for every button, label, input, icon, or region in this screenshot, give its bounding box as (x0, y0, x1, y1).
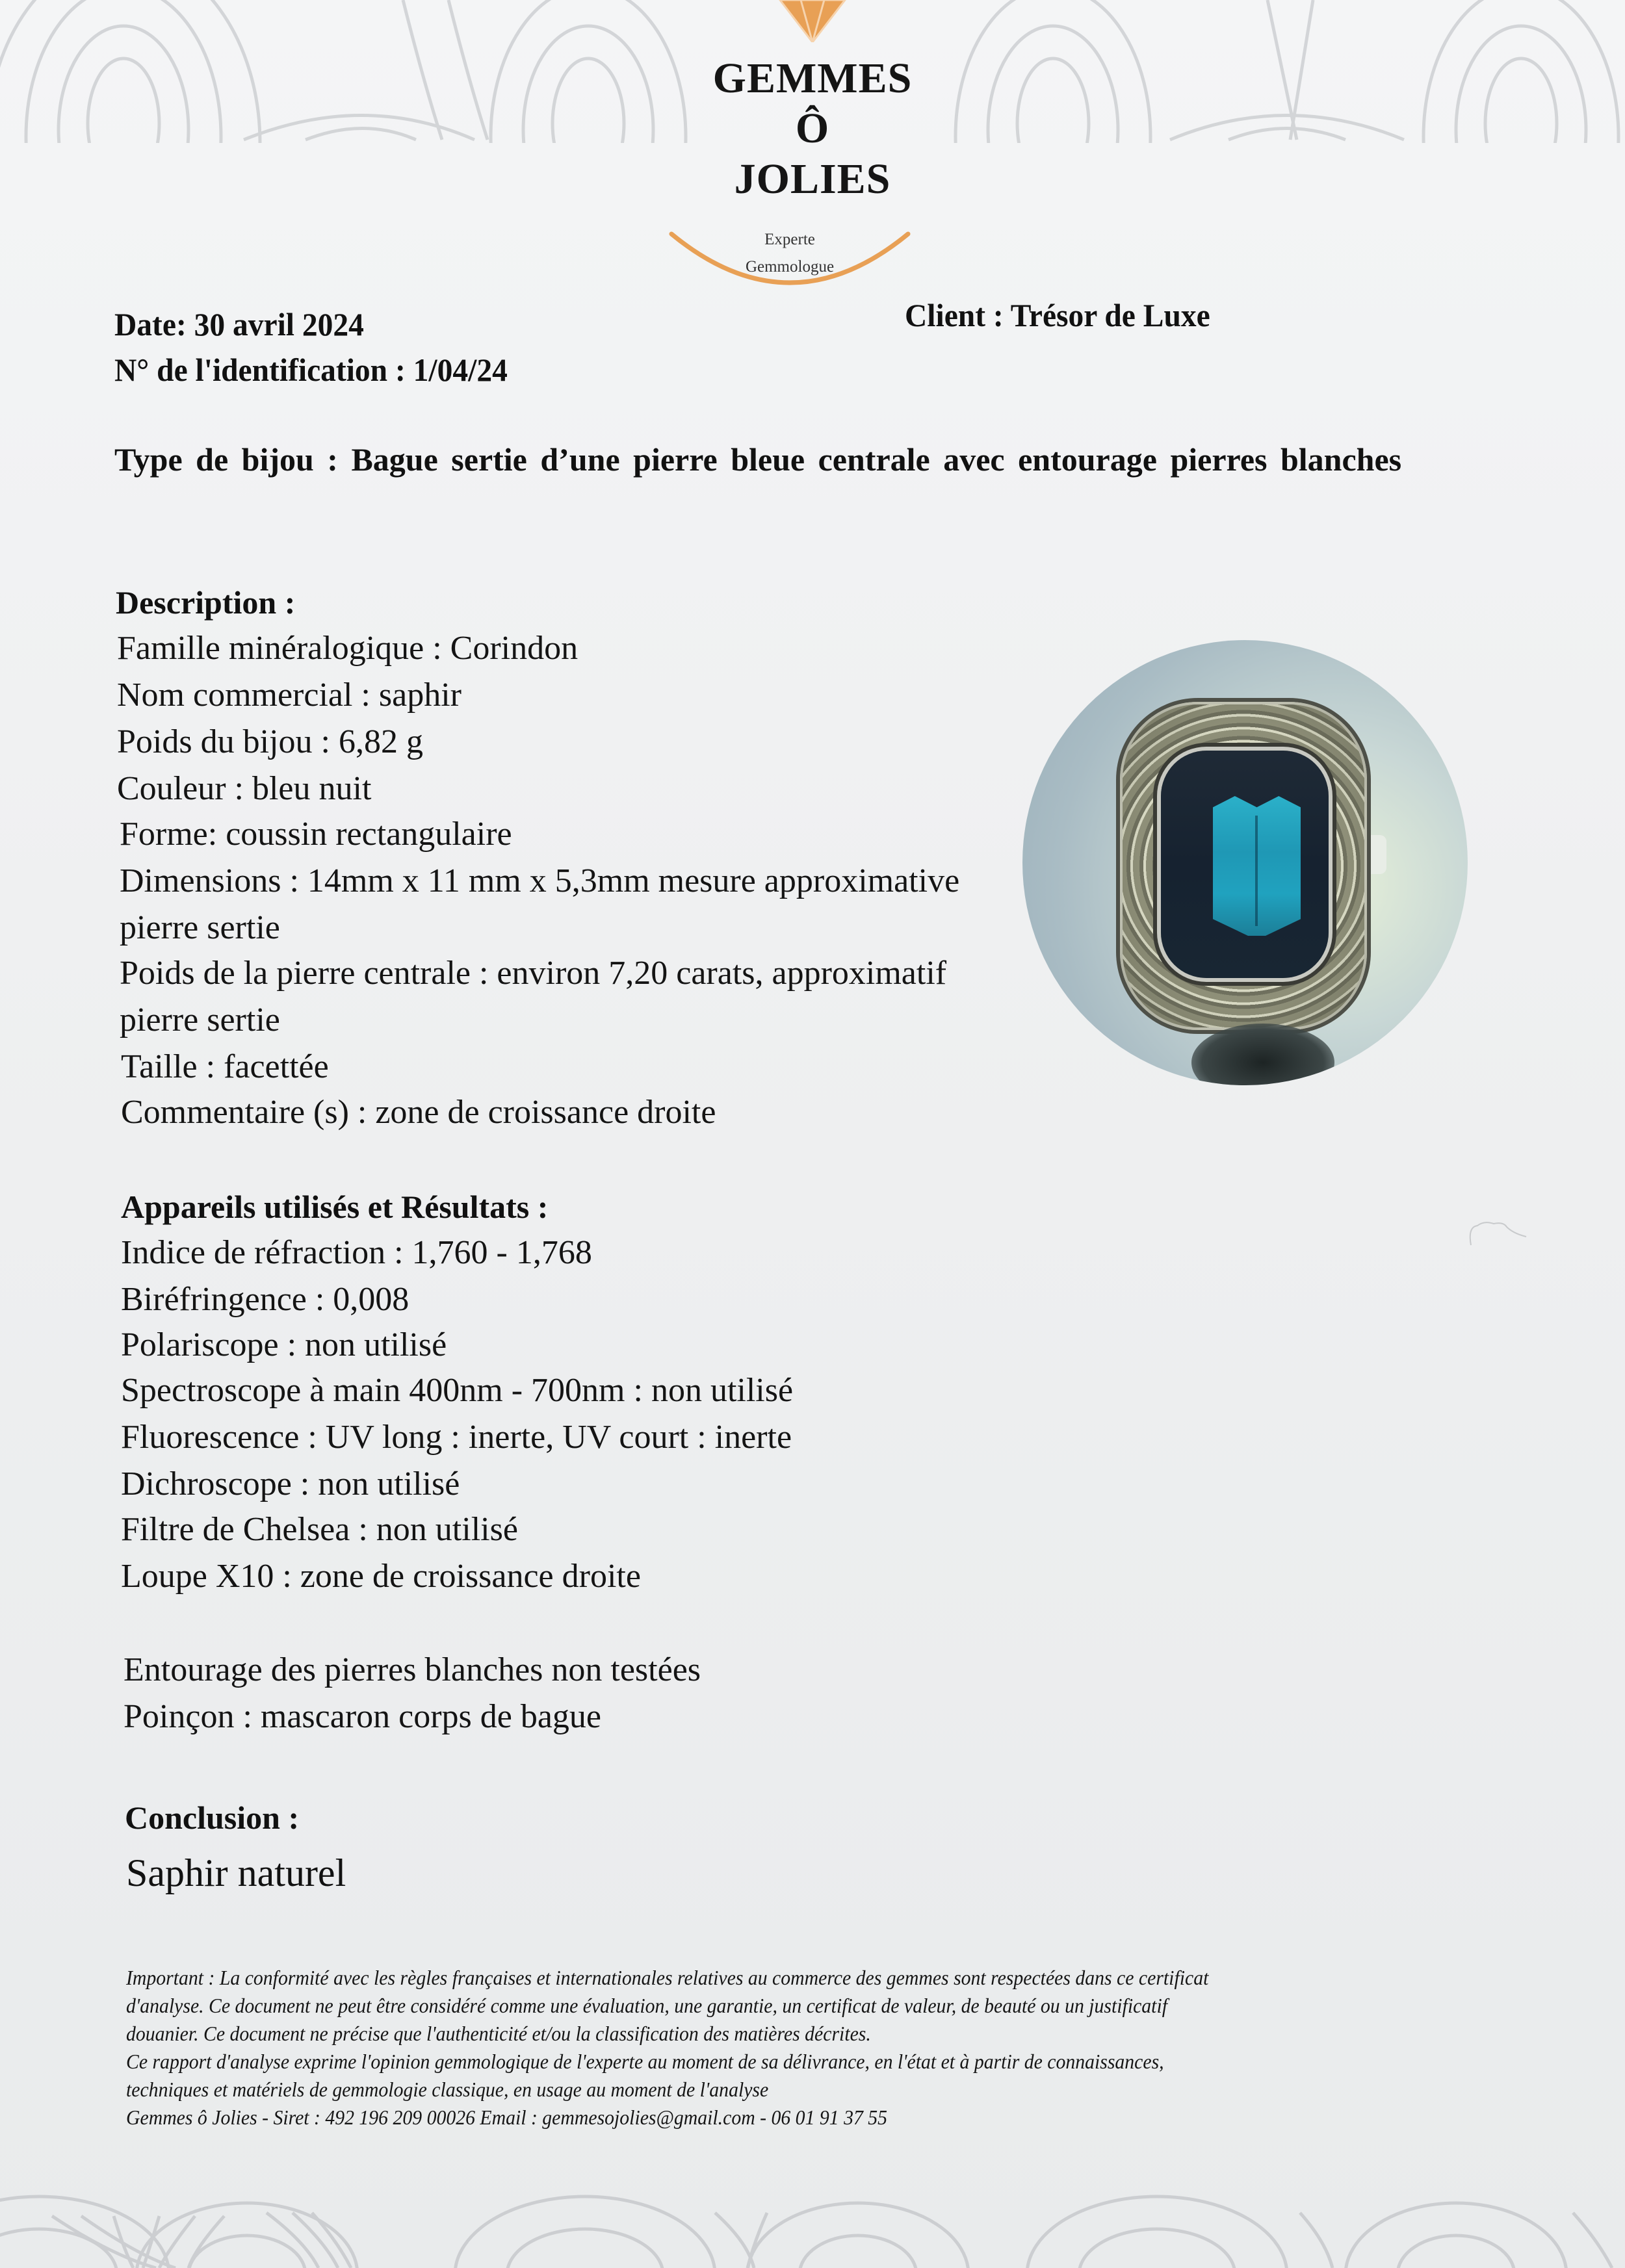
logo-tagline-gemmologue: Gemmologue (745, 258, 835, 276)
description-line: Famille minéralogique : Corindon (117, 630, 578, 667)
result-line: Filtre de Chelsea : non utilisé (121, 1511, 518, 1548)
result-line: Dichroscope : non utilisé (121, 1465, 460, 1502)
stone-facet-line (1255, 816, 1258, 926)
brand-name-line-1: GEMMES (712, 55, 913, 102)
results-title: Appareils utilisés et Résultats : (121, 1189, 549, 1225)
description-line: pierre sertie (120, 909, 280, 946)
description-line: pierre sertie (120, 1001, 280, 1038)
company-logo (650, 0, 975, 299)
result-line: Indice de réfraction : 1,760 - 1,768 (121, 1234, 592, 1271)
brand-name-line-2: Ô (795, 105, 830, 152)
result-line: Spectroscope à main 400nm - 700nm : non utilisé (121, 1372, 794, 1409)
disclaimer-line: Important : La conformité avec les règles françaises et internationales relatives au commerce des gemmes sont respectées dans ce certificat (126, 1966, 1209, 1989)
description-line: Dimensions : 14mm x 11 mm x 5,3mm mesure approximative (120, 862, 960, 899)
description-line: Nom commercial : saphir (117, 677, 462, 714)
result-line: Polariscope : non utilisé (121, 1326, 447, 1363)
description-line: Taille : facettée (121, 1048, 329, 1085)
disclaimer-line: techniques et matériels de gemmologie classique, en usage au moment de l'analyse (126, 2078, 769, 2101)
footer-contact: Gemmes ô Jolies - Siret : 492 196 209 00026 Email : gemmesojolies@gmail.com - 06 01 91 37 55 (126, 2106, 888, 2129)
description-title: Description : (116, 584, 296, 621)
result-line: Loupe X10 : zone de croissance droite (121, 1558, 641, 1595)
note-line: Poinçon : mascaron corps de bague (124, 1698, 602, 1735)
brand-name-line-3: JOLIES (734, 155, 891, 203)
note-line: Entourage des pierres blanches non testées (124, 1651, 701, 1688)
diamond-icon (774, 0, 852, 42)
logo-arc (666, 214, 913, 299)
jewel-type: Type de bijou : Bague sertie d’une pierre bleue centrale avec entourage pierres blanches (114, 441, 1402, 478)
identification-number: N° de l'identification : 1/04/24 (114, 352, 508, 388)
paper-fiber (1468, 1220, 1533, 1246)
disclaimer-line: douanier. Ce document ne précise que l'authenticité et/ou la classification des matières décrites. (126, 2022, 871, 2045)
conclusion-title: Conclusion : (125, 1799, 300, 1836)
description-line: Forme: coussin rectangulaire (120, 816, 512, 853)
result-line: Biréfringence : 0,008 (121, 1281, 410, 1318)
decorative-pattern-bottom (0, 2177, 1625, 2268)
disclaimer (126, 1964, 1390, 2132)
ring-shadow (1191, 1024, 1334, 1085)
disclaimer-line: d'analyse. Ce document ne peut être considéré comme une évaluation, une garantie, un certificat de valeur, de beauté ou un justificatif (126, 1994, 1167, 2017)
description-line: Commentaire (s) : zone de croissance droite (121, 1094, 716, 1131)
description-line: Poids de la pierre centrale : environ 7,20 carats, approximatif (120, 955, 947, 992)
client-name: Client : Trésor de Luxe (905, 297, 1210, 333)
description-line: Couleur : bleu nuit (117, 770, 372, 807)
logo-tagline-experte: Experte (764, 231, 815, 248)
report-date: Date: 30 avril 2024 (114, 306, 364, 342)
disclaimer-line: Ce rapport d'analyse exprime l'opinion gemmologique de l'experte au moment de sa délivrance, en l'état et à partir de connaissances, (126, 2050, 1164, 2073)
result-line: Fluorescence : UV long : inerte, UV court : inerte (121, 1419, 792, 1456)
description-line: Poids du bijou : 6,82 g (117, 723, 423, 760)
ring-photo (1022, 640, 1468, 1085)
conclusion-value: Saphir naturel (126, 1851, 346, 1894)
